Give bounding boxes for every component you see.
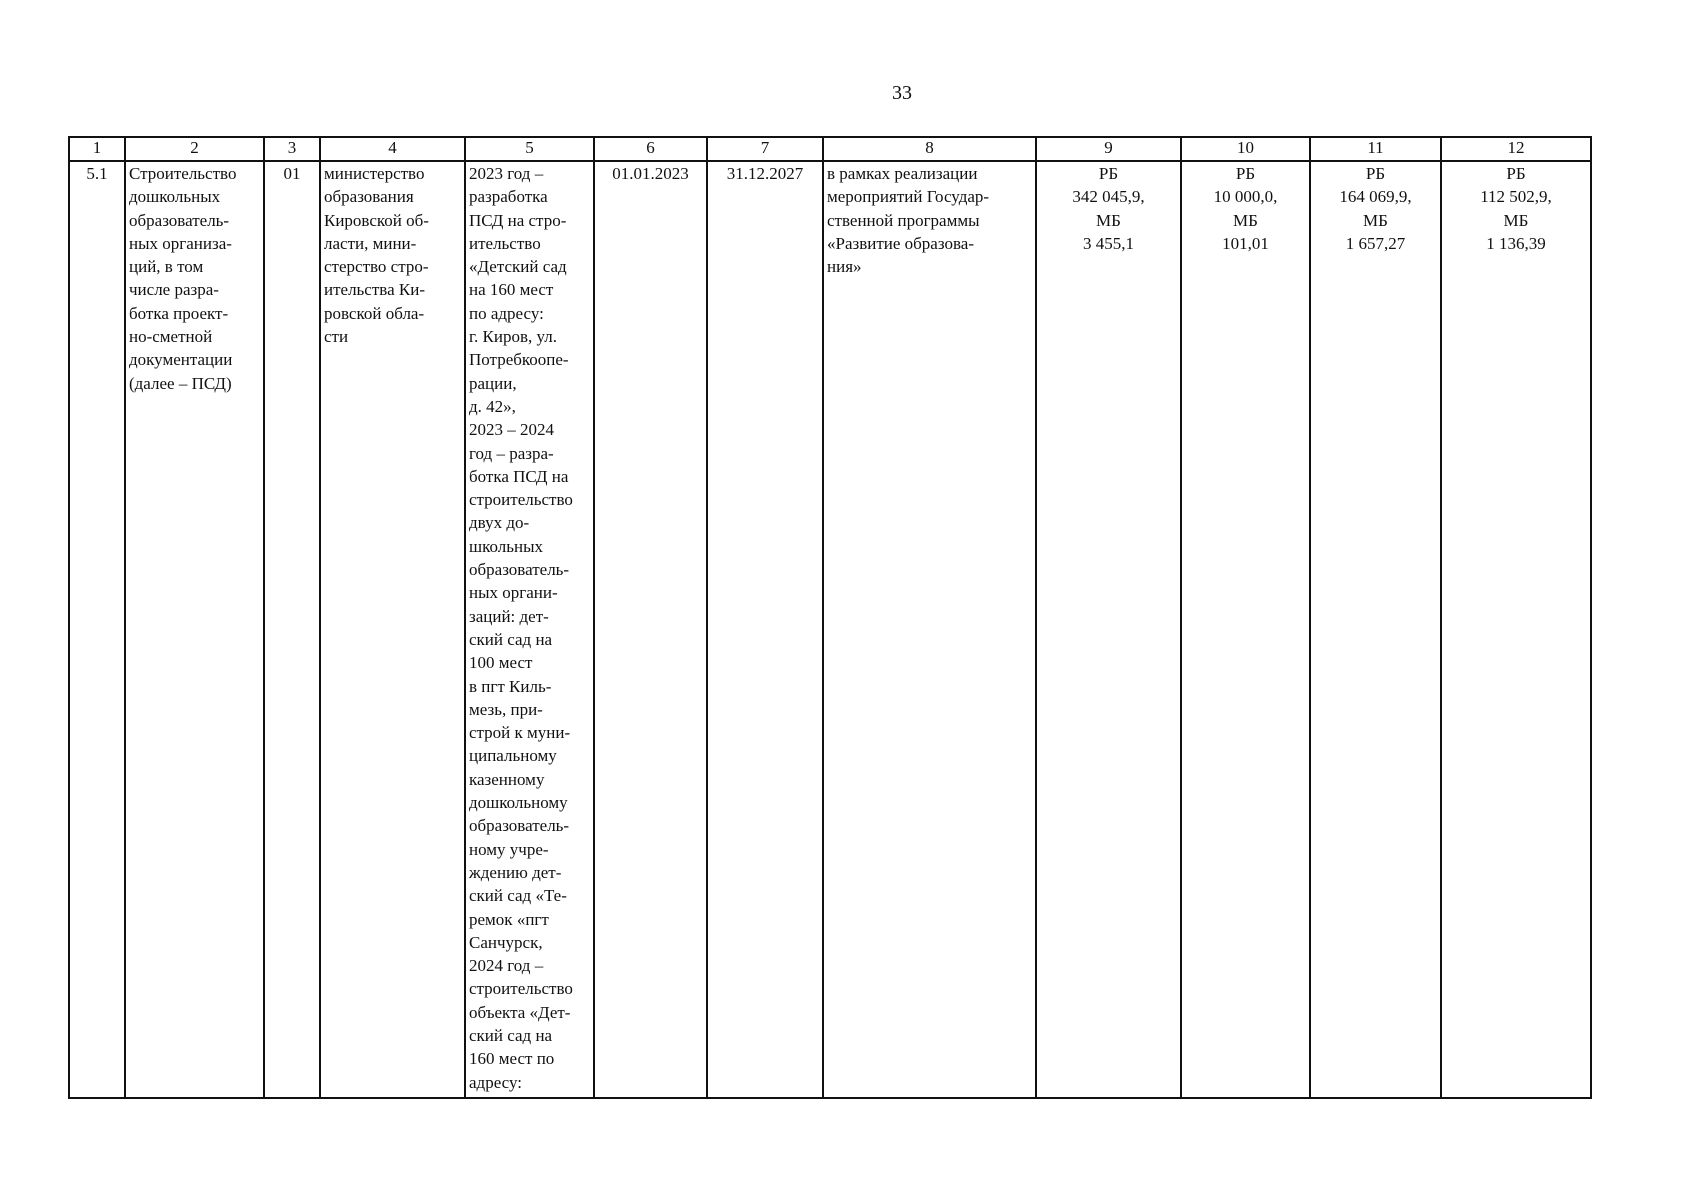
funding-amount-rb: 112 502,9, [1480,187,1552,207]
funding-amount-mb: 1 657,27 [1345,233,1406,253]
start-date: 01.01.2023 [612,164,689,183]
column-header-3: 3 [264,137,320,161]
header-row [69,137,1591,161]
executor: министерство образования Кировской об- ласти, мини- стерство стро- ительства Ки- ровской обла- сти [324,164,429,347]
table-row [69,161,1591,1098]
funding-source-rb: РБ [1098,164,1119,183]
funding-source-mb: МБ [1503,210,1529,230]
funding-year3-cell [1441,161,1591,1098]
funding-year2-cell [1310,161,1441,1098]
column-header-6: 6 [594,137,707,161]
column-header-12: 12 [1441,137,1591,161]
column-header-2: 2 [125,137,264,161]
funding-amount-mb: 101,01 [1222,233,1269,253]
funding-amount-rb: 164 069,9, [1339,187,1412,207]
column-header-7: 7 [707,137,823,161]
item-number-cell [69,161,125,1098]
column-header-4: 4 [320,137,465,161]
end-date-cell [707,161,823,1098]
column-header-10: 10 [1181,137,1310,161]
funding-source-rb: РБ [1365,164,1386,183]
description-cell [465,161,594,1098]
page-number: 33 [892,82,912,104]
description: 2023 год – разработка ПСД на стро- ительство «Детский сад на 160 мест по адресу: г. Киров, ул. Потребкоопе- рации, д. 42», 2023 – 2024 год – разра- ботка ПСД на строительство двух до- школьных образователь- ных органи- заций: дет- ский сад на 100 мест в пгт Киль- мезь, при- строй к муни- ципальному казенному дошкольному образователь- ному учре- ждению дет- ский сад «Те- ремок «пгт Санчурск, 2024 год – строительство объекта «Дет- ский сад на 160 мест по адресу: [469,164,573,1092]
funding-amount-mb: 3 455,1 [1083,233,1134,253]
funding-source-rb: РБ [1235,164,1256,183]
funding-source-mb: МБ [1363,210,1388,230]
funding-source-rb: РБ [1506,164,1526,183]
column-header-5: 5 [465,137,594,161]
funding-amount-rb: 10 000,0, [1213,187,1278,207]
column-header-8: 8 [823,137,1036,161]
executor-cell [320,161,465,1098]
item-number: 5.1 [86,164,108,183]
program-text: в рамках реализации мероприятий Государ- ственной программы «Развитие образова- ния» [827,164,990,277]
measures-table [68,136,1592,1099]
column-header-1: 1 [69,137,125,161]
funding-year1-cell [1181,161,1310,1098]
column-header-9: 9 [1036,137,1181,161]
measure-name: Строительство дошкольных образователь- ных организа- ций, в том числе разра- ботка проект- но-сметной документации (далее – ПСД) [129,164,237,393]
funding-source-mb: МБ [1096,210,1121,230]
code: 01 [283,164,301,183]
funding-total-cell [1036,161,1181,1098]
funding-amount-mb: 1 136,39 [1486,233,1546,253]
column-header-11: 11 [1310,137,1441,161]
measure-name-cell [125,161,264,1098]
start-date-cell [594,161,707,1098]
funding-source-mb: МБ [1233,210,1258,230]
funding-amount-rb: 342 045,9, [1072,187,1145,207]
code-cell [264,161,320,1098]
program-cell [823,161,1036,1098]
end-date: 31.12.2027 [726,164,804,183]
